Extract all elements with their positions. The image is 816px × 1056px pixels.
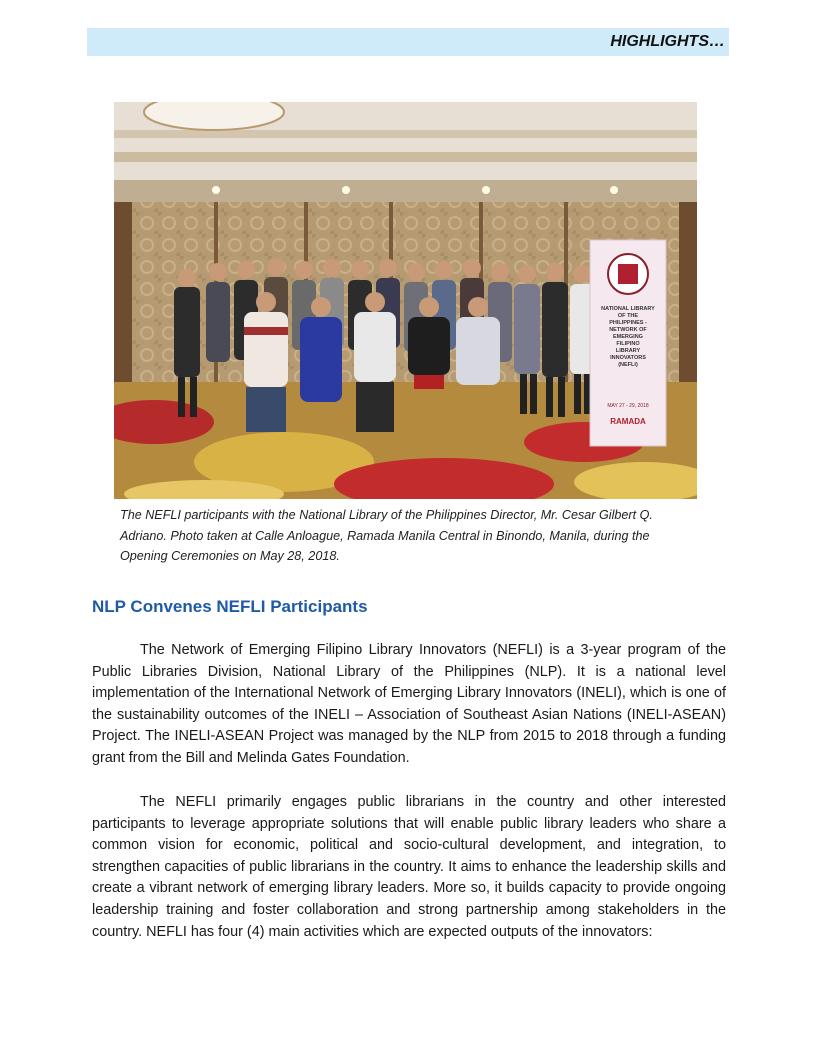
article-paragraph [92,640,726,770]
banner-line: EMERGING [613,334,643,340]
banner-line: OF THE [617,313,639,319]
group-photo [114,102,697,499]
banner-line: NETWORK OF [609,327,647,333]
banner-line: LIBRARY [615,348,641,354]
article-paragraph [92,792,726,943]
banner-line: (NEFLI) [618,362,638,368]
banner-line: PHILIPPINES - [609,320,647,326]
article-title: NLP Convenes NEFLI Participants [92,597,368,616]
paragraph-text: The NEFLI primarily engages public librarians in the country and other interested participants to leverage appropriate solutions that will enable public library leaders who share a common vision for economic, political and socio-cultural development, and integration, to strengthen capacities of public librarians in the country. It aims to enhance the leadership skills and create a vibrant network of emerging library leaders. More so, it builds capacity to provide ongoing leadership training and foster collaboration and strong partnership among stakeholders in the country. NEFLI has four (4) main activities which are expected outputs of the innovators: [92,794,726,940]
header-band [87,28,729,56]
banner-line: NATIONAL LIBRARY [601,306,655,312]
photo-caption: The NEFLI participants with the National Library of the Philippines Director, Mr. Cesar Gilbert Q. Adriano. Photo taken at Calle Anloague, Ramada Manila Central in Binondo, Manila, during the Opening Ceremonies on May 28, 2018. [120,508,653,563]
header-title: HIGHLIGHTS… [610,33,725,50]
paragraph-text: The Network of Emerging Filipino Library Innovators (NEFLI) is a 3-year program of the Public Libraries Division, National Library of the Philippines (NLP). It is a national level implementation of the International Network of Emerging Library Innovators (INELI), which is one of the sustainability outcomes of the INELI – Association of Southeast Asian Nations (INELI-ASEAN) Project. The INELI-ASEAN Project was managed by the NLP from 2015 to 2018 through a funding grant from the Bill and Melinda Gates Foundation. [92,642,726,766]
banner-line: FILIPINO [616,341,640,347]
banner-brand: RAMADA [610,417,646,426]
banner-line: INNOVATORS [610,355,646,361]
banner-date: MAY 27 - 29, 2018 [607,403,649,409]
